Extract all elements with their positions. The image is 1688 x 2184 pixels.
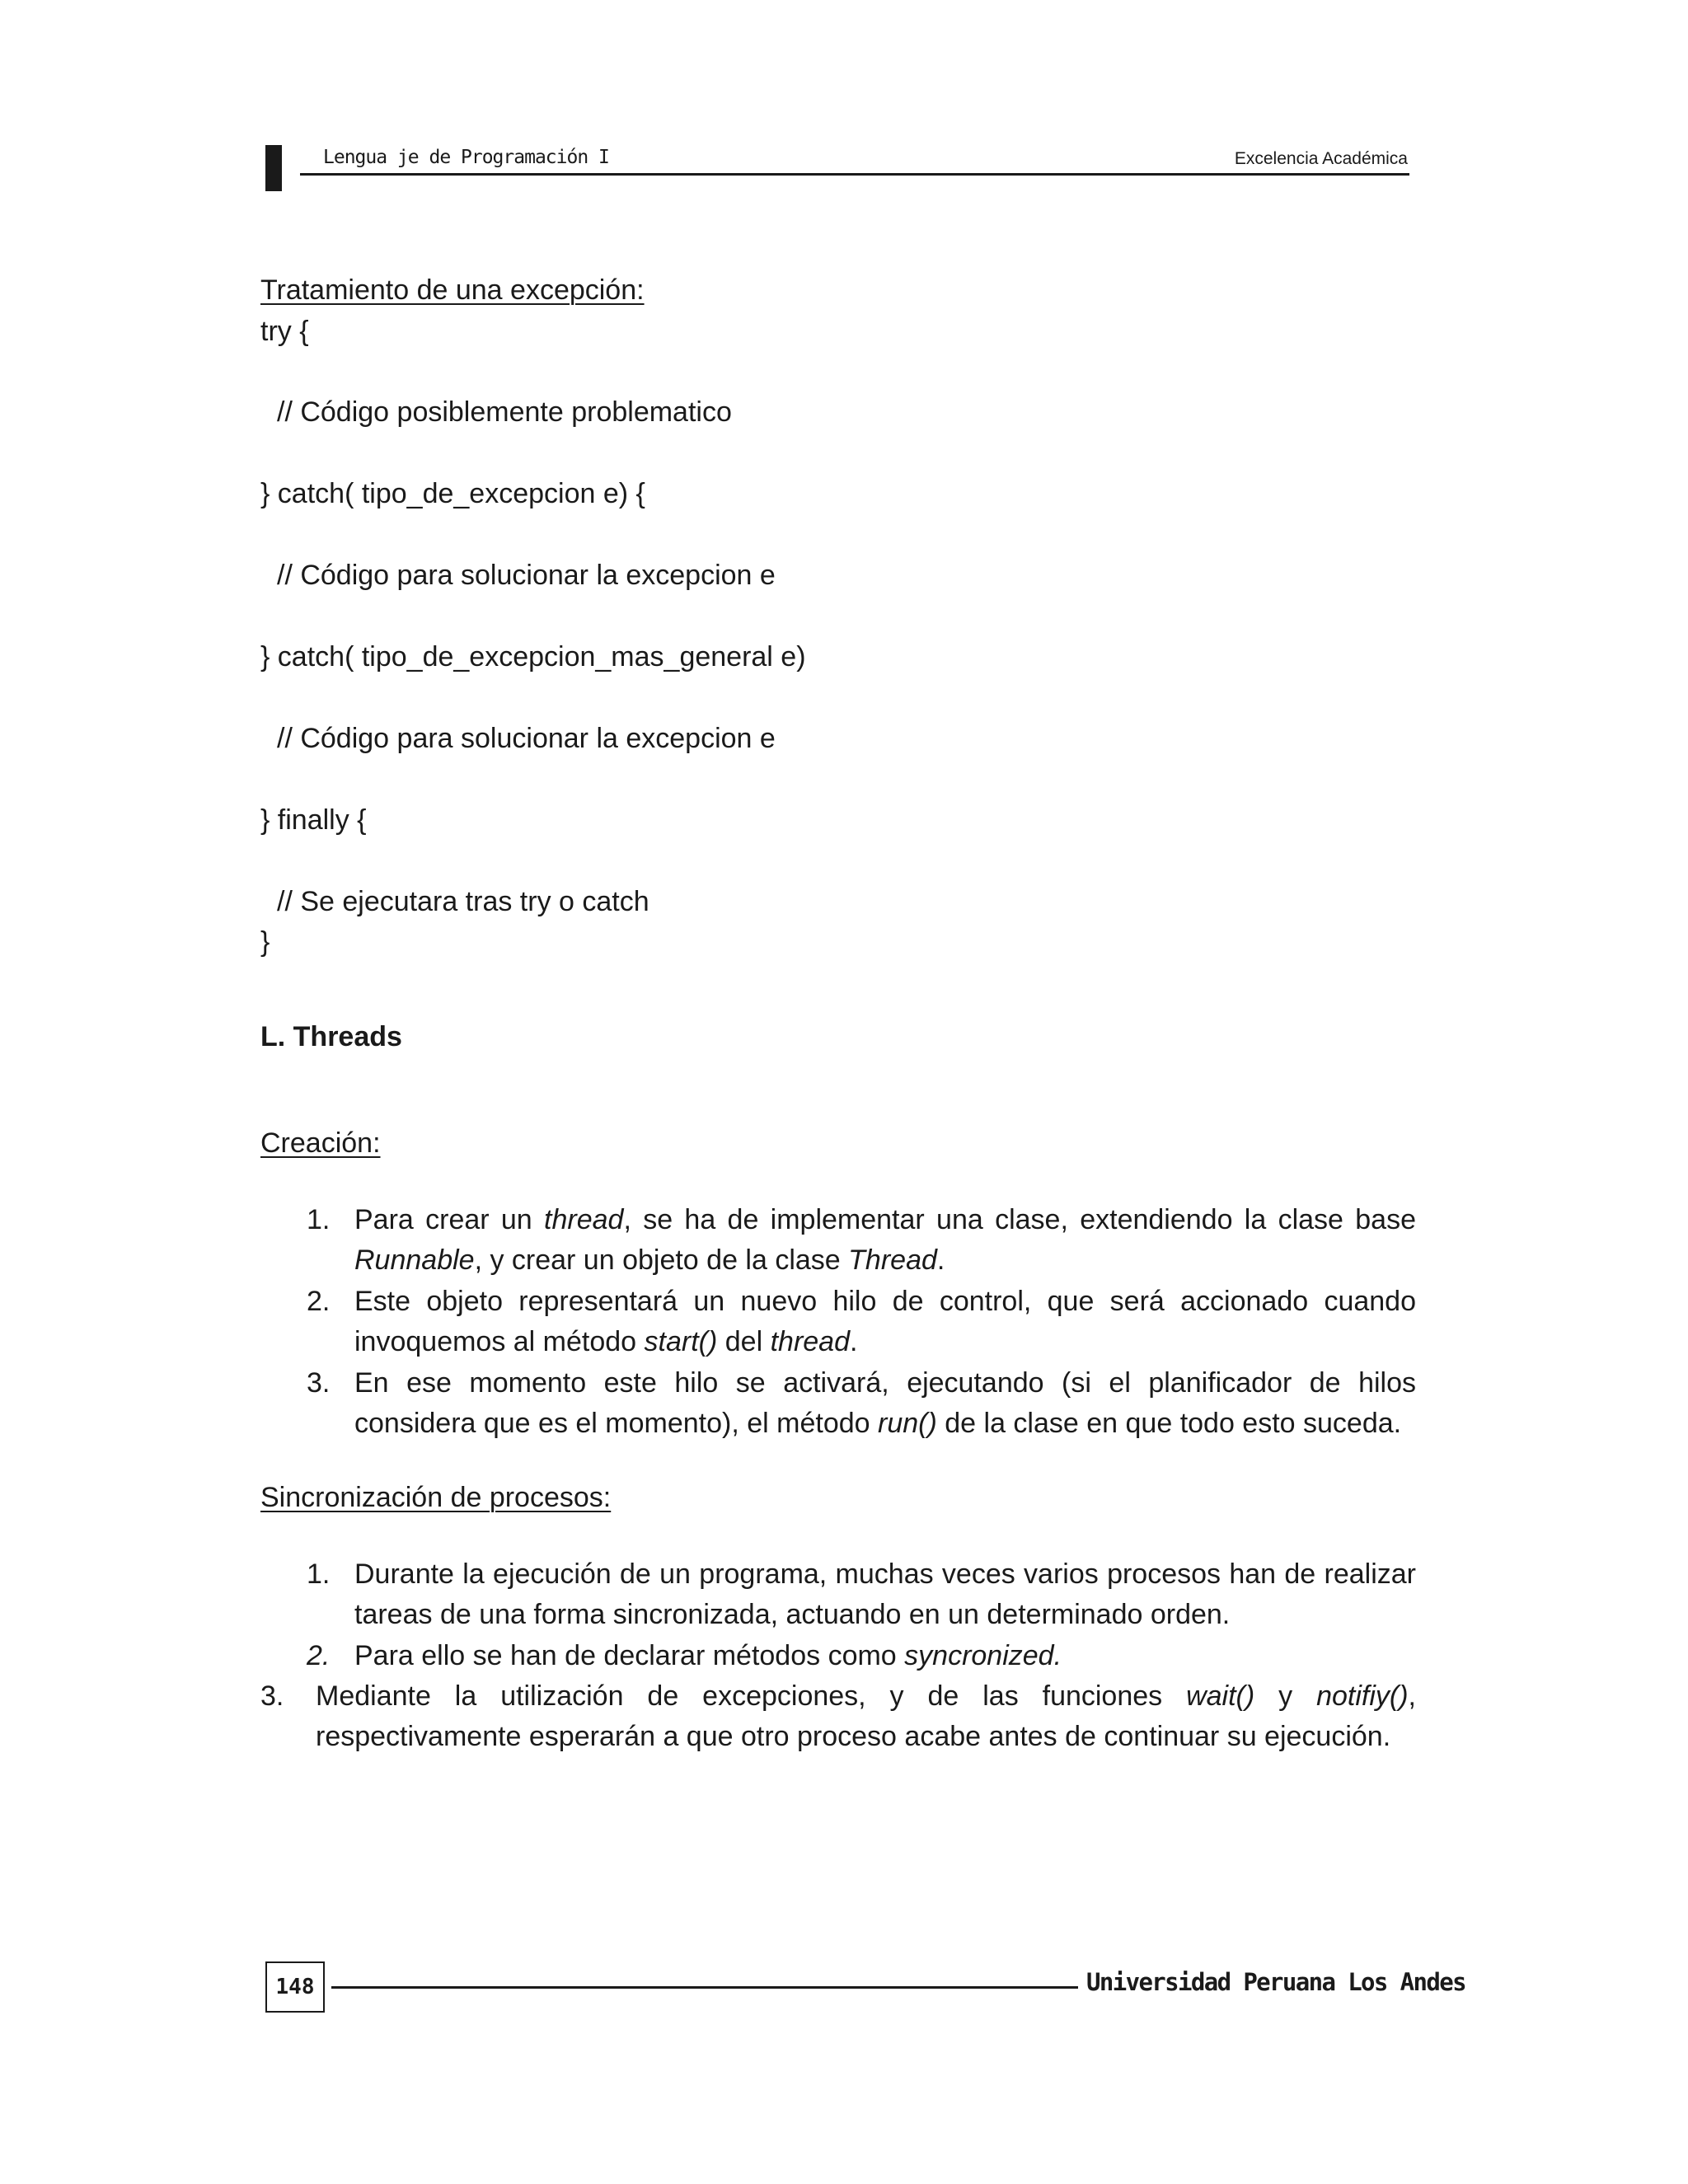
exception-heading: Tratamiento de una excepción:	[260, 274, 645, 306]
threads-heading: L. Threads	[260, 1021, 402, 1052]
code-line: } catch( tipo_de_excepcion e) {	[260, 478, 645, 509]
header-rule	[300, 173, 1409, 176]
page-number: 148	[265, 1961, 325, 2013]
code-line: } finally {	[260, 804, 367, 836]
sync-item-text: Mediante la utilización de excepciones, y de las funciones wait() y notifiy(), respectivamente esperarán a que otro proceso acabe antes de continuar su ejecución.	[316, 1680, 1416, 1752]
sync-heading: Sincronización de procesos:	[260, 1482, 612, 1513]
creation-item-text: Este objeto representará un nuevo hilo de control, que será accionado cuando invoquemos al método start() del thread.	[354, 1286, 1416, 1357]
code-line: }	[260, 926, 270, 958]
sync-item-number: 1.	[307, 1558, 331, 1590]
creation-item-number: 2.	[307, 1286, 331, 1317]
code-line: } catch( tipo_de_excepcion_mas_general e)	[260, 641, 806, 673]
header-title: Lengua je de Programación I	[323, 147, 609, 168]
sync-item-number: 2.	[307, 1640, 331, 1671]
creation-item-number: 1.	[307, 1204, 331, 1235]
code-line: // Código para solucionar la excepcion e	[277, 560, 776, 591]
creation-item-number: 3.	[307, 1367, 331, 1399]
creation-heading: Creación:	[260, 1127, 381, 1159]
header-marker	[265, 145, 282, 191]
creation-item-text: En ese momento este hilo se activará, ejecutando (si el planificador de hilos considera que es el momento), el método run() de la clase en que todo esto suceda.	[354, 1367, 1416, 1439]
code-line: try {	[260, 316, 309, 347]
sync-item-text: Durante la ejecución de un programa, muchas veces varios procesos han de realizar tareas de una forma sincronizada, actuando en un determinado orden.	[354, 1558, 1416, 1630]
creation-item-text: Para crear un thread, se ha de implementar una clase, extendiendo la clase base Runnable, y crear un objeto de la clase Thread.	[354, 1204, 1416, 1276]
code-line: // Se ejecutara tras try o catch	[277, 886, 649, 917]
code-line: // Código para solucionar la excepcion e	[277, 723, 776, 754]
header-right-text: Excelencia Académica	[1234, 149, 1408, 168]
code-line: // Código posiblemente problematico	[277, 396, 732, 428]
sync-item-number: 3.	[260, 1680, 284, 1712]
footer-university: Universidad Peruana Los Andes	[1086, 1968, 1465, 1996]
sync-item-text: Para ello se han de declarar métodos como syncronized.	[354, 1640, 1062, 1671]
footer-rule	[331, 1986, 1078, 1989]
